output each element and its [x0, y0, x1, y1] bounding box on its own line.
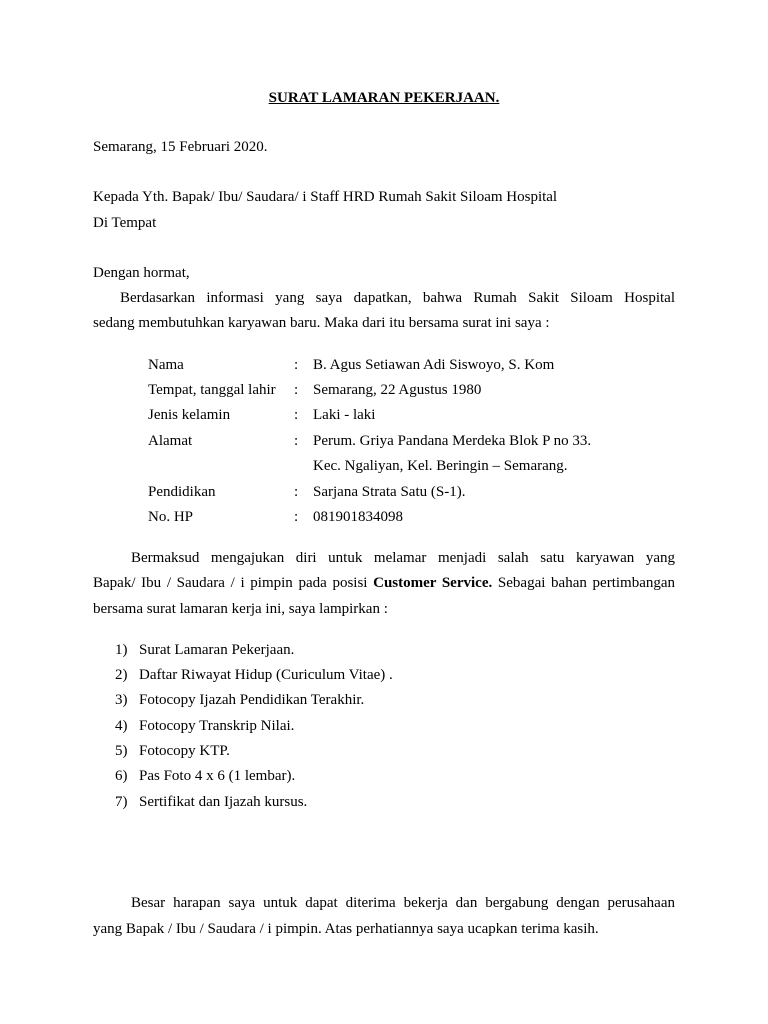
applicant-label: Tempat, tanggal lahir [148, 382, 276, 398]
purpose-line-1: Bermaksud mengajukan diri untuk melamar menjadi salah satu karyawan yang [131, 550, 675, 566]
applicant-row [0, 381, 768, 399]
list-text: Pas Foto 4 x 6 (1 lembar). [139, 768, 296, 784]
applicant-value: Laki - laki [313, 407, 376, 423]
list-number: 7) [115, 794, 128, 810]
list-item [0, 641, 768, 659]
applicant-colon: : [294, 357, 299, 373]
applicant-label: No. HP [148, 509, 194, 525]
list-item [0, 793, 768, 811]
applicant-label: Nama [148, 357, 184, 373]
applicant-colon: : [294, 382, 299, 398]
purpose-line-3: bersama surat lamaran kerja ini, saya lampirkan : [93, 601, 388, 617]
purpose-line-2 [93, 574, 675, 592]
applicant-value: Perum. Griya Pandana Merdeka Blok P no 33. [313, 433, 592, 449]
list-number: 4) [115, 718, 128, 734]
place-date: Semarang, 15 Februari 2020. [93, 139, 268, 155]
applicant-value: 081901834098 [313, 509, 403, 525]
list-number: 5) [115, 743, 128, 759]
applicant-row [0, 406, 768, 424]
applicant-row [0, 432, 768, 450]
intro-line-2: sedang membutuhkan karyawan baru. Maka dari itu bersama surat ini saya : [93, 315, 550, 331]
list-text: Daftar Riwayat Hidup (Curiculum Vitae) . [139, 667, 393, 683]
list-number: 6) [115, 768, 128, 784]
applicant-colon: : [294, 433, 299, 449]
list-item [0, 666, 768, 684]
applicant-label: Jenis kelamin [148, 407, 231, 423]
list-item [0, 717, 768, 735]
closing-line-1: Besar harapan saya untuk dapat diterima bekerja dan bergabung dengan perusahaan [131, 895, 675, 911]
list-text: Fotocopy KTP. [139, 743, 230, 759]
list-item [0, 691, 768, 709]
list-item [0, 742, 768, 760]
list-text: Fotocopy Transkrip Nilai. [139, 718, 295, 734]
applicant-value: Semarang, 22 Agustus 1980 [313, 382, 482, 398]
list-text: Surat Lamaran Pekerjaan. [139, 642, 295, 658]
applicant-label: Pendidikan [148, 484, 216, 500]
recipient-line-1: Kepada Yth. Bapak/ Ibu/ Saudara/ i Staff HRD Rumah Sakit Siloam Hospital [93, 189, 558, 205]
list-item [0, 767, 768, 785]
list-text: Fotocopy Ijazah Pendidikan Terakhir. [139, 692, 365, 708]
recipient-line-2: Di Tempat [93, 215, 157, 231]
list-text: Sertifikat dan Ijazah kursus. [139, 794, 308, 810]
closing-line-2: yang Bapak / Ibu / Saudara / i pimpin. Atas perhatiannya saya ucapkan terima kasih. [93, 921, 599, 937]
applicant-colon: : [294, 407, 299, 423]
applicant-value: B. Agus Setiawan Adi Siswoyo, S. Kom [313, 357, 555, 373]
applicant-value: Sarjana Strata Satu (S-1). [313, 484, 466, 500]
intro-line-1: Berdasarkan informasi yang saya dapatkan, bahwa Rumah Sakit Siloam Hospital [120, 290, 675, 306]
list-number: 3) [115, 692, 128, 708]
applicant-label: Alamat [148, 433, 193, 449]
applicant-row [0, 457, 768, 475]
applicant-row [0, 356, 768, 374]
list-number: 2) [115, 667, 128, 683]
salutation: Dengan hormat, [93, 265, 190, 281]
applicant-row [0, 508, 768, 526]
purpose-line-2-end: Sebagai bahan pertimbangan [497, 575, 676, 591]
applicant-row [0, 483, 768, 501]
applicant-value: Kec. Ngaliyan, Kel. Beringin – Semarang. [313, 458, 568, 474]
letter-title: SURAT LAMARAN PEKERJAAN. [268, 90, 500, 106]
position-name: Customer Service. [373, 575, 493, 591]
list-number: 1) [115, 642, 128, 658]
purpose-line-2-start: Bapak/ Ibu / Saudara / i pimpin pada posisi [93, 575, 368, 591]
applicant-colon: : [294, 509, 299, 525]
applicant-colon: : [294, 484, 299, 500]
